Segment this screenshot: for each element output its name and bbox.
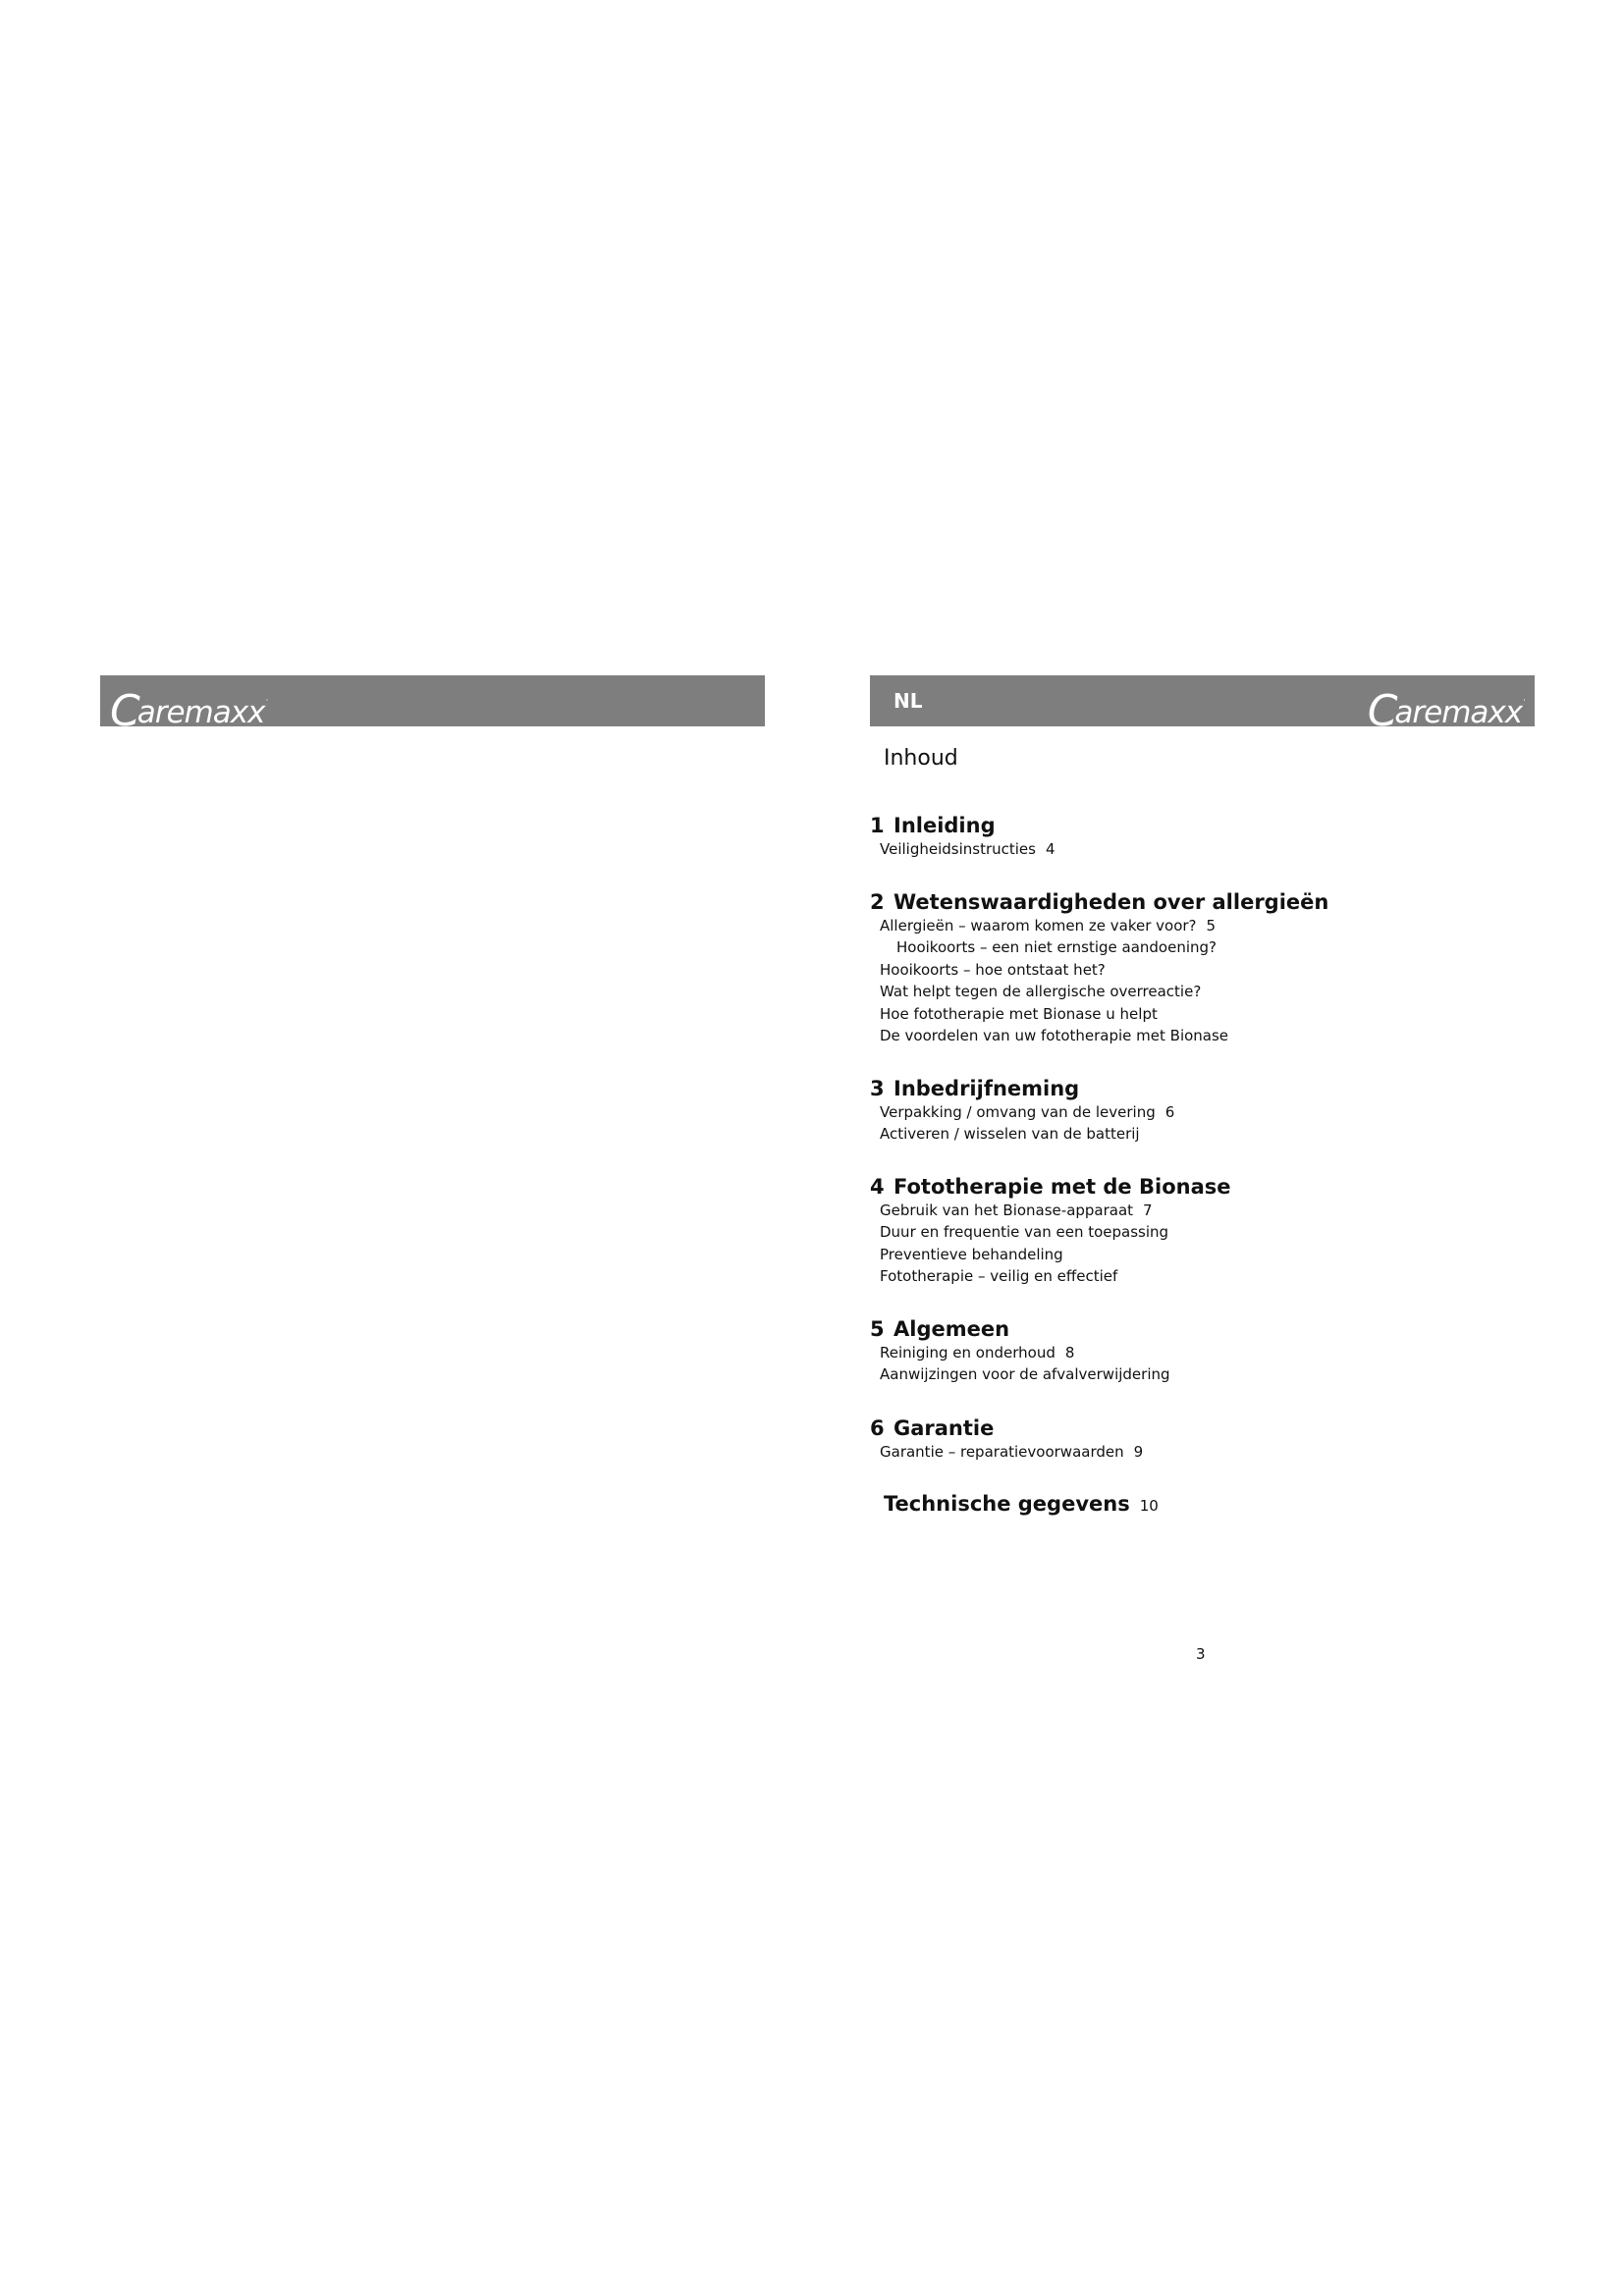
toc-item: Verpakking / omvang van de levering 6 bbox=[880, 1103, 1175, 1121]
toc-item: Garantie – reparatievoorwaarden 9 bbox=[880, 1443, 1144, 1461]
toc-title: Inhoud bbox=[884, 746, 958, 771]
caremaxx-logo: Caremaxx· bbox=[110, 686, 268, 736]
section-heading: 3 Inbedrijfneming bbox=[870, 1077, 1080, 1100]
toc-item: Duur en frequentie van een toepassing bbox=[880, 1223, 1169, 1242]
toc-section-3 bbox=[870, 1076, 1538, 1146]
toc-item: Hooikoorts – hoe ontstaat het? bbox=[880, 960, 1106, 979]
toc-section-4 bbox=[870, 1174, 1538, 1288]
left-header-bar bbox=[100, 675, 765, 736]
toc-item: Gebruik van het Bionase-apparaat 7 bbox=[880, 1201, 1153, 1219]
caremaxx-logo-right: Caremaxx· bbox=[1367, 686, 1525, 736]
logo-text-right: aremaxx bbox=[1394, 695, 1523, 730]
page-number: 3 bbox=[1196, 1645, 1206, 1663]
right-header-bar bbox=[870, 675, 1535, 736]
language-label: NL bbox=[893, 689, 923, 713]
toc-item: Veiligheidsinstructies 4 bbox=[880, 840, 1056, 858]
toc-section-5 bbox=[870, 1316, 1538, 1386]
section-heading: 6 Garantie bbox=[870, 1416, 995, 1440]
toc-section-1 bbox=[870, 813, 1538, 860]
toc-section-6 bbox=[870, 1415, 1538, 1463]
toc-item: Aanwijzingen voor de afvalverwijdering bbox=[880, 1365, 1170, 1384]
logo-mark: · bbox=[265, 696, 268, 706]
toc-item: De voordelen van uw fototherapie met Bionase bbox=[880, 1027, 1229, 1045]
technical-data-heading: Technische gegevens 10 bbox=[884, 1492, 1159, 1516]
section-heading: 5 Algemeen bbox=[870, 1317, 1010, 1341]
toc-item: Hooikoorts – een niet ernstige aandoening? bbox=[896, 938, 1217, 957]
section-heading: 1 Inleiding bbox=[870, 814, 996, 837]
logo-mark-right: · bbox=[1523, 696, 1525, 706]
toc-item: Preventieve behandeling bbox=[880, 1245, 1063, 1263]
toc-item: Wat helpt tegen de allergische overreactie? bbox=[880, 983, 1202, 1001]
toc-item: Fototherapie – veilig en effectief bbox=[880, 1267, 1118, 1286]
logo-text: aremaxx bbox=[136, 695, 265, 730]
toc-item: Hoe fototherapie met Bionase u helpt bbox=[880, 1004, 1158, 1023]
toc-item: Allergieën – waarom komen ze vaker voor? 5 bbox=[880, 917, 1217, 934]
toc-item: Activeren / wisselen van de batterij bbox=[880, 1125, 1140, 1144]
toc-section-2 bbox=[870, 889, 1538, 1046]
section-heading: 4 Fototherapie met de Bionase bbox=[870, 1175, 1231, 1199]
section-heading: 2 Wetenswaardigheden over allergieën bbox=[870, 890, 1329, 914]
toc-item: Reiniging en onderhoud 8 bbox=[880, 1344, 1075, 1362]
